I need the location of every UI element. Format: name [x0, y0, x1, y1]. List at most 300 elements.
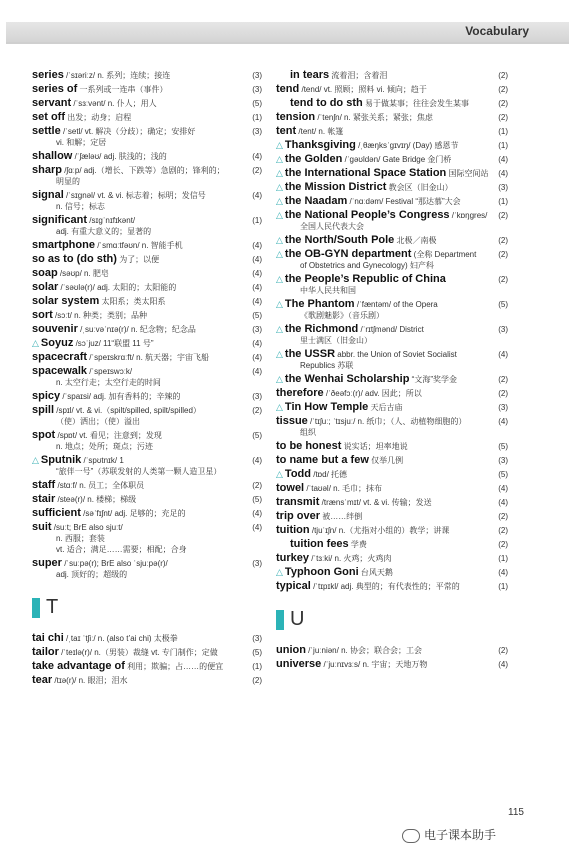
entry-word: therefore	[276, 387, 324, 399]
triangle-icon: △	[32, 338, 39, 348]
unit-number: (4)	[252, 367, 262, 376]
entry-word: shallow	[32, 150, 73, 162]
unit-number: (4)	[498, 155, 508, 164]
triangle-icon: △	[276, 182, 283, 192]
entry-word: Soyuz	[40, 337, 74, 349]
vocab-entry	[276, 249, 508, 271]
triangle-icon: △	[276, 274, 283, 284]
unit-number: (3)	[252, 325, 262, 334]
entry-definition: 仅举几例	[371, 456, 404, 465]
entry-word: so as to (do sth)	[32, 253, 117, 265]
entry-word: union	[276, 644, 306, 656]
vocab-entry	[276, 182, 508, 193]
entry-word: the Wenhai Scholarship	[284, 373, 410, 385]
entry-word: sort	[32, 309, 53, 321]
unit-number: (4)	[252, 456, 262, 465]
vocab-entry	[32, 455, 262, 477]
unit-number: (2)	[498, 526, 508, 535]
entry-word: trip over	[276, 510, 321, 522]
entry-definition: 太阳系；类太阳系	[101, 297, 166, 306]
chat-icon	[402, 829, 420, 843]
vocab-entry	[276, 645, 508, 656]
vocab-entry	[32, 494, 262, 505]
entry-word: tailor	[32, 646, 59, 658]
vocab-entry	[276, 497, 508, 508]
vocab-entry	[32, 352, 262, 363]
vocab-entry	[276, 112, 508, 123]
unit-number: (2)	[498, 113, 508, 122]
entry-definition: /ˈteɪlə(r)/ n.（男装）裁缝 vt. 专门制作；定做	[61, 648, 218, 657]
vocab-entry	[32, 215, 262, 237]
unit-number: (2)	[498, 389, 508, 398]
vocab-entry	[32, 112, 262, 123]
entry-word: Typhoon Goni	[284, 566, 359, 578]
entry-definition: /tend/ vt. 照顾；照料 vi. 倾向；趋于	[301, 85, 427, 94]
entry-word: set off	[32, 111, 65, 123]
triangle-icon: △	[276, 249, 283, 259]
entry-definition-cont: vt. 适合；满足……需要；相配；合身	[56, 545, 187, 554]
vocab-entry	[276, 388, 508, 399]
vocab-entry	[276, 539, 508, 550]
unit-number: (5)	[252, 311, 262, 320]
unit-number: (4)	[252, 152, 262, 161]
triangle-icon: △	[276, 469, 283, 479]
unit-number: (4)	[252, 241, 262, 250]
unit-number: (4)	[252, 255, 262, 264]
triangle-icon: △	[276, 235, 283, 245]
section-letter: U	[290, 608, 305, 630]
unit-number: (1)	[498, 582, 508, 591]
unit-number: (4)	[252, 191, 262, 200]
entry-definition: /ˈtɪʃuː; ˈtɪsjuː/ n. 纸巾；（人、动植物细胞的）	[310, 417, 467, 426]
entry-word: the Naadam	[284, 195, 348, 207]
triangle-icon: △	[276, 168, 283, 178]
entry-definition: /tent/ n. 帐篷	[298, 127, 344, 136]
entry-definition: /ˈfæntəm/ of the Opera	[356, 300, 438, 309]
entry-word: solar system	[32, 295, 100, 307]
unit-number: (2)	[252, 676, 262, 685]
vocab-entry	[276, 274, 508, 296]
vocab-entry	[276, 581, 508, 592]
entry-definition: /ʃɑːp/ adj.（增长、下跌等）急剧的；锋利的；	[64, 166, 225, 175]
vocab-entry	[276, 299, 508, 321]
entry-word: settle	[32, 125, 61, 137]
unit-number: (4)	[498, 568, 508, 577]
unit-number: (3)	[498, 325, 508, 334]
unit-number: (2)	[498, 71, 508, 80]
entry-word: tend to do sth	[290, 97, 363, 109]
entry-word: tuition	[276, 524, 310, 536]
unit-number: (3)	[252, 634, 262, 643]
vocab-entry	[32, 240, 262, 251]
entry-definition: 北极／南极	[396, 236, 437, 245]
entry-definition: /ˈspaɪsi/ adj. 加有香料的；辛辣的	[62, 392, 181, 401]
unit-number: (3)	[498, 456, 508, 465]
entry-word: Sputnik	[40, 454, 82, 466]
entry-definition: 天后古庙	[370, 403, 403, 412]
triangle-icon: △	[276, 324, 283, 334]
vocab-entry	[32, 282, 262, 293]
entry-definition-cont: 组织	[300, 428, 316, 437]
entry-word: Thanksgiving	[284, 139, 356, 151]
page-header	[0, 0, 569, 44]
vocab-entry	[32, 84, 262, 95]
entry-word: to be honest	[276, 440, 342, 452]
entry-word: Todd	[284, 468, 311, 480]
entry-word: smartphone	[32, 239, 95, 251]
vocab-entry	[276, 511, 508, 522]
unit-number: (4)	[498, 169, 508, 178]
unit-number: (5)	[498, 442, 508, 451]
vocab-entry	[276, 483, 508, 494]
section-heading	[276, 608, 508, 631]
entry-definition-cont: 里士满区（旧金山）	[300, 336, 372, 345]
entry-word: Tin How Temple	[284, 401, 369, 413]
entry-definition: /ˈspeɪskrɑːft/ n. 航天器；宇宙飞船	[89, 353, 210, 362]
vocab-entry	[276, 402, 508, 413]
triangle-icon: △	[276, 374, 283, 384]
vocab-entry	[276, 455, 508, 466]
vocab-entry	[32, 324, 262, 335]
entry-definition: /ˈɡəʊldən/ Gate Bridge 金门桥	[344, 155, 452, 164]
unit-number: (4)	[252, 353, 262, 362]
entry-definition: /sɔːt/ n. 种类；类别；品种	[55, 311, 148, 320]
entry-word: the OB-GYN department	[284, 248, 412, 260]
entry-definition: /trænsˈmɪt/ vt. & vi. 传输；发送	[321, 498, 432, 507]
entry-word: tend	[276, 83, 300, 95]
unit-number: (3)	[252, 127, 262, 136]
entry-word: universe	[276, 658, 322, 670]
entry-word: sharp	[32, 164, 62, 176]
vocab-entry	[32, 647, 262, 658]
unit-number: (1)	[252, 662, 262, 671]
entry-definition: 利用；欺骗；占……的便宜	[127, 662, 224, 671]
vocab-entry	[32, 151, 262, 162]
entry-definition-cont: adj. 顶好的；超级的	[56, 570, 128, 579]
vocab-entry	[276, 98, 508, 109]
entry-word: tissue	[276, 415, 308, 427]
entry-definition: /səˈfɪʃnt/ adj. 足够的；充足的	[83, 509, 186, 518]
entry-definition: /steə(r)/ n. 楼梯；梯级	[57, 495, 137, 504]
vocab-entry	[32, 558, 262, 580]
entry-definition: /ˈsetl/ vt. 解决（分歧）；确定；安排好	[62, 127, 196, 136]
unit-number: (2)	[498, 375, 508, 384]
entry-definition: 一系列或一连串（事件）	[79, 85, 168, 94]
vocab-entry	[276, 84, 508, 95]
unit-number: (2)	[498, 250, 508, 259]
entry-word: staff	[32, 479, 56, 491]
entry-word: tuition fees	[290, 538, 349, 550]
entry-word: soap	[32, 267, 58, 279]
vocab-entry	[276, 525, 508, 536]
unit-number: (2)	[252, 166, 262, 175]
vocab-entry	[276, 324, 508, 346]
unit-number: (4)	[498, 498, 508, 507]
vocab-entry	[276, 567, 508, 578]
unit-number: (5)	[498, 300, 508, 309]
vocab-entry	[32, 405, 262, 427]
vocab-entry	[32, 190, 262, 212]
triangle-icon: △	[32, 455, 39, 465]
triangle-icon: △	[276, 154, 283, 164]
entry-definition: /ˈspeɪswɔːk/	[89, 367, 133, 376]
entry-definition: /ˈtaʊəl/ n. 毛巾；抹布	[306, 484, 383, 493]
entry-definition: /ˈnɑːdəm/ Festival “那达慕”大会	[349, 197, 461, 206]
triangle-icon: △	[276, 299, 283, 309]
vocab-entry	[276, 154, 508, 165]
triangle-icon: △	[276, 210, 283, 220]
entry-word: the Richmond	[284, 323, 359, 335]
vocab-entry	[32, 165, 262, 187]
unit-number: (3)	[498, 403, 508, 412]
entry-word: the Golden	[284, 153, 343, 165]
vocab-entry	[32, 430, 262, 452]
entry-word: tear	[32, 674, 53, 686]
entry-word: transmit	[276, 496, 320, 508]
vocab-entry	[276, 469, 508, 480]
unit-number: (1)	[252, 216, 262, 225]
unit-number: (5)	[252, 431, 262, 440]
entry-definition: 易于做某事；往往会发生某事	[364, 99, 469, 108]
unit-number: (4)	[498, 350, 508, 359]
entry-word: servant	[32, 97, 72, 109]
entry-word: solar	[32, 281, 59, 293]
vocab-entry	[32, 480, 262, 491]
entry-definition: /səʊp/ n. 肥皂	[59, 269, 109, 278]
entry-definition-cont: 明显的	[56, 177, 80, 186]
unit-number: (4)	[498, 660, 508, 669]
entry-definition-cont: n. 信号；标志	[56, 202, 105, 211]
entry-word: sufficient	[32, 507, 81, 519]
unit-number: (3)	[252, 392, 262, 401]
entry-definition-cont: adj. 有重大意义的；显著的	[56, 227, 152, 236]
entry-word: the Mission District	[284, 181, 387, 193]
vocab-entry	[32, 254, 262, 265]
vocab-entry	[276, 70, 508, 81]
entry-definition: 被……绊倒	[322, 512, 363, 521]
vocab-entry	[32, 126, 262, 148]
unit-number: (3)	[252, 85, 262, 94]
entry-word: typical	[276, 580, 311, 592]
unit-number: (2)	[252, 481, 262, 490]
unit-number: (4)	[498, 484, 508, 493]
unit-number: (1)	[498, 127, 508, 136]
entry-definition-cont: n. 西服；套装	[56, 534, 105, 543]
vocab-entry	[32, 310, 262, 321]
entry-word: signal	[32, 189, 64, 201]
entry-definition-cont: （使）洒出；（使）溢出	[56, 417, 140, 426]
entry-word: series	[32, 69, 64, 81]
unit-number: (2)	[498, 85, 508, 94]
unit-number: (2)	[498, 646, 508, 655]
entry-definition: /suːt; BrE also sjuːt/	[53, 523, 123, 532]
unit-number: (1)	[498, 197, 508, 206]
unit-number: (4)	[252, 283, 262, 292]
entry-definition-cont: 《歌剧魅影》（音乐剧）	[300, 311, 384, 320]
entry-word: spot	[32, 429, 56, 441]
vocab-entry	[276, 210, 508, 232]
entry-word: to name but a few	[276, 454, 369, 466]
entry-definition: /ˈjuːnɪvɜːs/ n. 宇宙；天地万物	[323, 660, 428, 669]
vocab-entry	[32, 522, 262, 555]
entry-word: spicy	[32, 390, 61, 402]
unit-number: (4)	[252, 509, 262, 518]
page-number: 115	[508, 807, 524, 818]
triangle-icon: △	[276, 196, 283, 206]
vocab-entry	[276, 416, 508, 438]
entry-definition: abbr. the Union of Soviet Socialist	[337, 350, 457, 359]
entry-definition: /tɪə(r)/ n. 眼泪；泪水	[54, 676, 128, 685]
entry-definition: 教会区（旧金山）	[388, 183, 453, 192]
entry-definition: /ˌθæŋksˈɡɪvɪŋ/ (Day) 感恩节	[358, 141, 459, 150]
header-title: Vocabulary	[465, 24, 529, 38]
unit-number: (3)	[252, 71, 262, 80]
entry-word: suit	[32, 521, 52, 533]
entry-word: tai chi	[32, 632, 64, 644]
unit-number: (2)	[498, 540, 508, 549]
section-heading	[32, 596, 262, 619]
vocab-entry	[276, 168, 508, 179]
entry-word: towel	[276, 482, 305, 494]
entry-word: take advantage of	[32, 660, 125, 672]
vocab-entry	[276, 235, 508, 246]
entry-definition: /ˈtɪpɪkl/ adj. 典型的；有代表性的；平常的	[313, 582, 460, 591]
entry-word: the People’s Republic of China	[284, 273, 446, 285]
triangle-icon: △	[276, 349, 283, 359]
section-marker	[32, 598, 40, 618]
entry-definition-cont: of Obstetrics and Gynecology) 妇产科	[300, 261, 434, 270]
triangle-icon: △	[276, 140, 283, 150]
vocab-entry	[32, 338, 262, 349]
section-letter: T	[46, 596, 59, 618]
vocab-entry	[32, 268, 262, 279]
vocab-entry	[276, 659, 508, 670]
vocab-entry	[32, 391, 262, 402]
entry-word: stair	[32, 493, 56, 505]
entry-definition: /spɪl/ vt. & vi.（spilt/spilled, spilt/spilled）	[56, 406, 201, 415]
entry-word: souvenir	[32, 323, 78, 335]
entry-definition: /ˈtɜːki/ n. 火鸡；火鸡肉	[311, 554, 392, 563]
vocab-entry	[32, 296, 262, 307]
entry-word: the International Space Station	[284, 167, 447, 179]
entry-definition: /ˈspʊtnɪk/ 1	[83, 456, 124, 465]
entry-definition: 台风天鹅	[360, 568, 393, 577]
vocab-entry	[276, 140, 508, 151]
entry-definition-cont: vi. 和解；定居	[56, 138, 107, 147]
unit-number: (2)	[498, 236, 508, 245]
entry-word: spacewalk	[32, 365, 88, 377]
entry-definition: /ˈsɜːvənt/ n. 仆人；用人	[73, 99, 157, 108]
unit-number: (2)	[498, 211, 508, 220]
entry-word: tension	[276, 111, 316, 123]
watermark-text: 电子课本助手	[424, 828, 497, 842]
entry-definition: /ˈsmɑːtfəʊn/ n. 智能手机	[97, 241, 183, 250]
entry-definition: /sɔˈjuz/ 11“联盟 11 号”	[75, 339, 154, 348]
vocab-entry	[32, 633, 262, 644]
entry-definition: /ˈsɪɡnəl/ vt. & vi. 标志着；标明；发信号	[66, 191, 206, 200]
unit-number: (5)	[252, 99, 262, 108]
entry-word: super	[32, 557, 62, 569]
entry-definition: /spɒt/ vt. 看见；注意到；发现	[57, 431, 162, 440]
entry-definition: /sɪɡˈnɪfɪkənt/	[89, 216, 136, 225]
vocab-entry	[32, 70, 262, 81]
unit-number: (4)	[252, 269, 262, 278]
entry-definition: /ˈsuːpə(r); BrE also ˈsjuːpə(r)/	[64, 559, 168, 568]
entry-word: the North/South Pole	[284, 234, 395, 246]
entry-definition: 流着泪；含着泪	[331, 71, 388, 80]
unit-number: (2)	[498, 275, 508, 284]
unit-number: (2)	[498, 99, 508, 108]
unit-number: (5)	[252, 495, 262, 504]
unit-number: (4)	[252, 523, 262, 532]
entry-definition: /ˌsuːvəˈnɪə(r)/ n. 纪念物；纪念品	[80, 325, 196, 334]
unit-number: (1)	[252, 113, 262, 122]
entry-definition: /ˈjuːniən/ n. 协会；联合会；工会	[308, 646, 422, 655]
entry-definition: (全称 Department	[413, 250, 477, 259]
entry-definition: /ˈðeəfɔː(r)/ adv. 因此；所以	[325, 389, 422, 398]
entry-word: the USSR	[284, 348, 336, 360]
entry-definition: 出发；动身；启程	[67, 113, 132, 122]
unit-number: (1)	[498, 554, 508, 563]
entry-word: tent	[276, 125, 297, 137]
left-column	[32, 70, 262, 689]
vocab-entry	[32, 366, 262, 388]
unit-number: (4)	[252, 339, 262, 348]
entry-word: turkey	[276, 552, 310, 564]
right-column	[276, 70, 508, 673]
entry-definition: 为了；以便	[119, 255, 160, 264]
entry-definition: 说实话；坦率地说	[343, 442, 408, 451]
entry-word: The Phantom	[284, 298, 355, 310]
vocab-entry	[276, 126, 508, 137]
vocab-entry	[276, 349, 508, 371]
entry-word: series of	[32, 83, 78, 95]
entry-word: spacecraft	[32, 351, 88, 363]
entry-definition: 学费	[350, 540, 367, 549]
unit-number: (1)	[498, 141, 508, 150]
triangle-icon: △	[276, 567, 283, 577]
entry-definition-cont: 中华人民共和国	[300, 286, 356, 295]
header-rule	[6, 42, 569, 44]
entry-definition: /ˈrɪtʃmənd/ District	[360, 325, 424, 334]
entry-word: significant	[32, 214, 88, 226]
entry-definition: /tɒd/ 托德	[313, 470, 348, 479]
unit-number: (2)	[252, 406, 262, 415]
entry-definition: “文海”奖学金	[411, 375, 457, 384]
entry-definition-cont: 全国人民代表大会	[300, 222, 364, 231]
entry-definition-cont: n. 太空行走；太空行走的时间	[56, 378, 161, 387]
vocab-entry	[32, 98, 262, 109]
vocab-entry	[276, 441, 508, 452]
entry-definition-cont: Republics 苏联	[300, 361, 354, 370]
vocab-entry	[32, 675, 262, 686]
entry-definition: /ˈsɪəriːz/ n. 系列；连续；接连	[66, 71, 171, 80]
entry-word: in tears	[290, 69, 330, 81]
unit-number: (4)	[498, 417, 508, 426]
section-marker	[276, 610, 284, 630]
entry-definition: /ˈkɒŋɡres/	[451, 211, 488, 220]
unit-number: (3)	[498, 183, 508, 192]
vocab-entry	[276, 374, 508, 385]
entry-definition: /tjuˈɪʃn/ n.（尤指对小组的）教学；讲课	[311, 526, 450, 535]
unit-number: (3)	[252, 559, 262, 568]
entry-word: the National People’s Congress	[284, 209, 450, 221]
entry-definition: /ˈsəʊlə(r)/ adj. 太阳的；太阳能的	[60, 283, 177, 292]
watermark	[402, 826, 496, 843]
vocab-entry	[276, 196, 508, 207]
unit-number: (5)	[498, 470, 508, 479]
entry-definition: 国际空间站	[448, 169, 489, 178]
